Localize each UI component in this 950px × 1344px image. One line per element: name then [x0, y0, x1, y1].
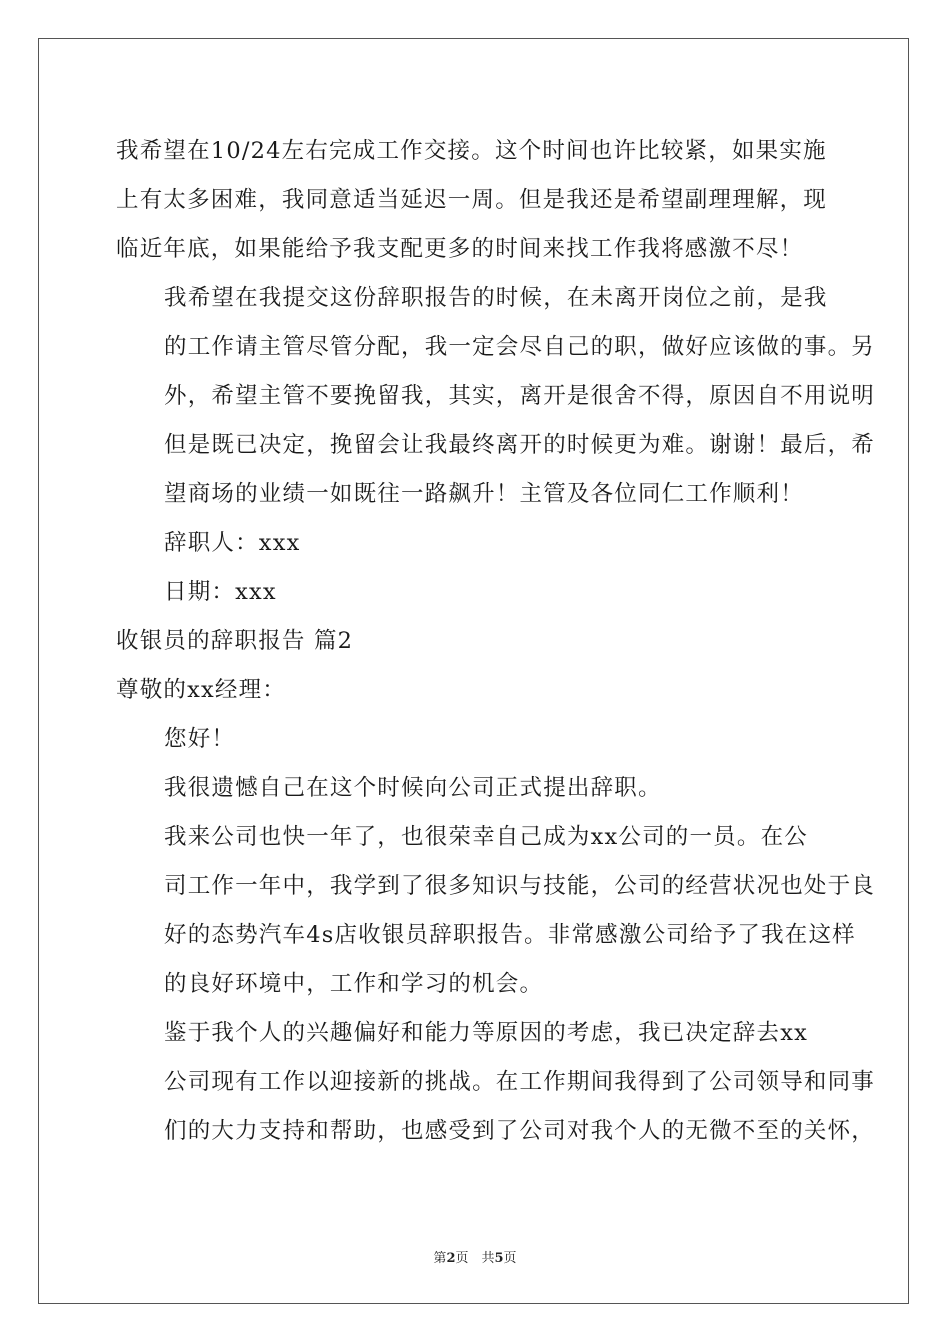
- paragraph-p6: [116, 666, 832, 715]
- text-line: 尊敬的xx经理：: [116, 677, 286, 703]
- paragraph-p4: [116, 568, 832, 617]
- text-line: 鉴于我个人的兴趣偏好和能力等原因的考虑，我已决定辞去xx: [164, 1020, 808, 1046]
- text-line: 临近年底，如果能给予我支配更多的时间来找工作我将感激不尽！: [116, 236, 804, 262]
- paragraph-p3: [116, 519, 832, 568]
- text-line: 们的大力支持和帮助，也感受到了公司对我个人的无微不至的关怀，: [164, 1118, 876, 1144]
- document-body: [116, 127, 876, 1156]
- footer-total-pages: 5: [494, 1251, 504, 1266]
- text-line: 上有太多困难，我同意适当延迟一周。但是我还是希望副理理解，现: [116, 187, 828, 213]
- paragraph-p10: [116, 1009, 876, 1156]
- text-line: 的工作请主管尽管分配，我一定会尽自己的职，做好应该做的事。另: [164, 334, 876, 360]
- text-line: 我希望在10/24左右完成工作交接。这个时间也许比较紧，如果实施: [116, 138, 827, 164]
- text-line: 望商场的业绩一如既往一路飙升！主管及各位同仁工作顺利！: [164, 481, 804, 507]
- paragraph-p2: [116, 274, 876, 519]
- text-line: 日期：xxx: [164, 579, 277, 605]
- paragraph-p9: [116, 813, 876, 1009]
- text-line: 司工作一年中，我学到了很多知识与技能，公司的经营状况也处于良: [164, 873, 876, 899]
- footer-mid: 页 共: [455, 1251, 495, 1266]
- text-line: 好的态势汽车4s店收银员辞职报告。非常感激公司给予了我在这样: [164, 922, 856, 948]
- footer-current-page: 2: [446, 1251, 456, 1266]
- text-line: 公司现有工作以迎接新的挑战。在工作期间我得到了公司领导和同事: [164, 1069, 876, 1095]
- text-line: 但是既已决定，挽留会让我最终离开的时候更为难。谢谢！最后，希: [164, 432, 876, 458]
- footer-suffix: 页: [503, 1251, 517, 1266]
- paragraph-p7: [116, 715, 832, 764]
- text-line: 的良好环境中，工作和学习的机会。: [164, 971, 544, 997]
- text-line: 我很遗憾自己在这个时候向公司正式提出辞职。: [164, 775, 662, 801]
- text-line: 收银员的辞职报告 篇2: [116, 628, 354, 654]
- paragraph-p5: [116, 617, 832, 666]
- page-footer: [0, 1247, 950, 1266]
- text-line: 我来公司也快一年了，也很荣幸自己成为xx公司的一员。在公: [164, 824, 808, 850]
- text-line: 您好！: [164, 726, 236, 752]
- footer-prefix: 第: [433, 1251, 447, 1266]
- text-line: 外，希望主管不要挽留我，其实，离开是很舍不得，原因自不用说明: [164, 383, 876, 409]
- text-line: 辞职人：xxx: [164, 530, 301, 556]
- paragraph-p8: [116, 764, 832, 813]
- paragraph-p1: [116, 127, 832, 274]
- text-line: 我希望在我提交这份辞职报告的时候，在未离开岗位之前，是我: [164, 285, 828, 311]
